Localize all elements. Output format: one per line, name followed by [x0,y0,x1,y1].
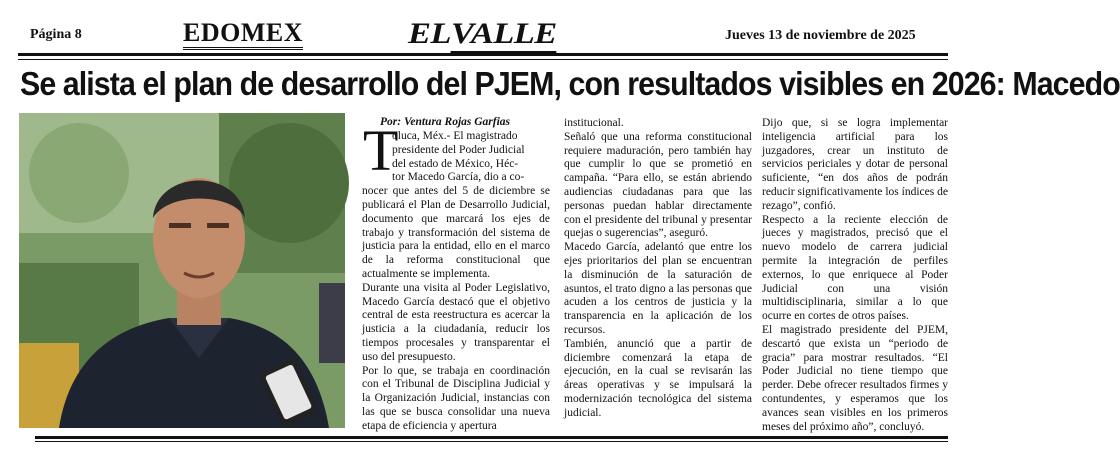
col3-paragraph-1: Dijo que, si se logra implementar inteligencia artificial para los juzgadores, crear un instituto de servicios periciales y dotar de personal suficiente, “en dos años de podrán reducir significativamente los índices de rezago”, confió. [762,117,948,212]
section-title: EDOMEX [183,19,303,50]
col3-paragraph-2: Respecto a la reciente elección de jueces y magistrados, precisó que el nuevo modelo de carrera judicial permite la integración de perfiles externos, lo que enriquece al Poder Judicial con una visión multidisciplinaria, similar a lo que ocurre en cortes de otros países. [762,213,948,323]
drop-cap: T [363,118,399,183]
col1-first-line-2: presidente del Poder Judicial [392,143,525,156]
col2-paragraph-3: Macedo García, adelantó que entre los ejes prioritarios del plan se encuentran la disminución de la saturación de asuntos, el trato digno a las personas que acuden a los centros de justicia y la transparencia en la aplicación de los recursos. [564,241,752,336]
col1-first-line-4: tor Macedo García, dio a co- [392,171,525,184]
article-column-3 [762,117,948,434]
col2-paragraph-4: También, anunció que a partir de diciembre comenzará la etapa de ejecución, en la cual se revisarán las áreas operativas y se impulsará la modernización tecnológica del sistema judicial. [564,337,752,419]
logo-valle: VALLE [451,17,557,54]
article-column-1 [362,130,550,434]
logo-el: EL [408,17,451,50]
col1-first-line-1: oluca, Méx.- El magistrado [392,130,518,142]
article-photo [19,113,345,428]
col2-paragraph-1: institucional. [564,117,624,129]
header-rule-thin [18,59,948,60]
newspaper-logo [408,17,557,54]
footer-rule-thin [35,441,948,442]
col1-paragraph-1: nocer que antes del 5 de diciembre se publicará el Plan de Desarrollo Judicial, documento que marcará los ejes de trabajo y transformación del sistema de justicia para la entidad, ello en el marco de la reforma constitucional que actualmente se implementa. [362,185,550,280]
article-column-2 [564,117,752,421]
col1-paragraph-3: Por lo que, se trabaja en coordinación con el Tribunal de Disciplina Judicial y la Organización Judicial, instancias con las que se busca consolidar una nueva etapa de eficiencia y apertura [362,364,550,432]
col1-first-line-3: del estado de México, Héc- [392,157,519,170]
page-number: Página 8 [30,27,82,42]
photo-illustration [19,113,345,428]
article-byline: Por: Ventura Rojas Garfias [380,116,511,128]
col1-paragraph-2: Durante una visita al Poder Legislativo, Macedo García destacó que el objetivo central de esta reestructura es acercar la justicia a la ciudadanía, reducir los tiempos procesales y transparentar el uso del presupuesto. [362,281,550,363]
issue-date: Jueves 13 de noviembre de 2025 [725,28,916,43]
page-header [0,0,964,56]
article-headline: Se alista el plan de desarrollo del PJEM, con resultados visibles en 2026: Macedo [20,65,1120,102]
header-rule [18,53,948,56]
col2-paragraph-2: Señaló que una reforma constitucional requiere maduración, pero también hay que cumplir lo que se prometió en campaña. “Para ello, se están abriendo audiencias ciudadanas para que las personas puedan hablar directamente con el presidente del tribunal y presentar quejas o sugerencias”, aseguró. [564,130,752,240]
footer-rule [35,436,948,439]
col3-paragraph-3: El magistrado presidente del PJEM, descartó que exista un “periodo de gracia” para mostrar resultados. “El Poder Judicial no tiene tiempo que perder. Debe ofrecer resultados firmes y contundentes, y esperamos que los avances sean visibles en los primeros meses del próximo año”, concluyó. [762,323,948,433]
